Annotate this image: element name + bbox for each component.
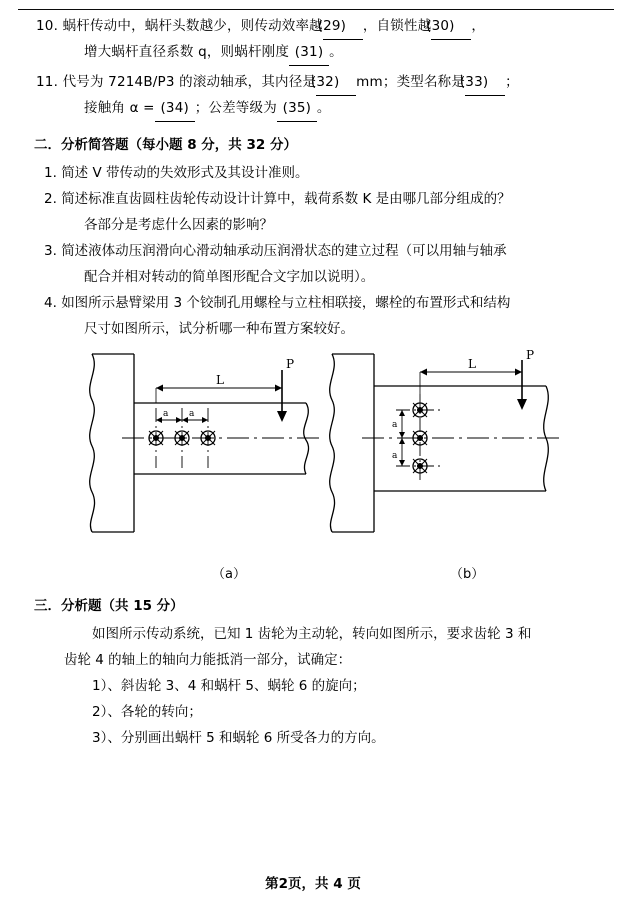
item-1-number: 1. <box>44 165 57 181</box>
question-11-text-e: ；公差等级为 <box>194 100 277 116</box>
question-11-text-c: ； <box>505 74 519 90</box>
item-4-line-2: 尺寸如图所示，试分析哪一种布置方案较好。 <box>84 321 354 337</box>
label-a-right-2: a <box>392 451 398 461</box>
question-10-text-e: 。 <box>329 44 343 60</box>
figure-caption-a: （a） <box>212 567 246 582</box>
item-4-line-1 <box>30 290 596 316</box>
item-2-text-1: 简述标准直齿圆柱齿轮传动设计计算中，载荷系数 K 是由哪几部分组成的？ <box>61 191 511 207</box>
section-3-paragraph-line-1: 如图所示传动系统，已知 1 齿轮为主动轮，转向如图所示，要求齿轮 3 和 <box>92 626 532 642</box>
question-11-text-d: 接触角 α = <box>84 100 155 116</box>
question-11-text-f: 。 <box>316 100 331 116</box>
question-10-line-1 <box>30 14 596 40</box>
section-2-heading: 二．分析简答题（每小题 8 分，共 32 分） <box>34 137 297 153</box>
question-10-line-2 <box>30 40 596 66</box>
blank-34: (34) <box>155 96 195 122</box>
question-10 <box>30 14 596 66</box>
blank-32: (32) <box>316 70 356 96</box>
item-3-line-2: 配合并相对转动的简单图形配合文字加以说明）。 <box>84 269 375 285</box>
question-10-text-d: 增大蜗杆直径系数 q，则蜗杆刚度 <box>84 44 290 60</box>
section-3-paragraph-line-2: 齿轮 4 的轴上的轴向力能抵消一部分，试确定： <box>64 652 352 668</box>
item-4-text-1: 如图所示悬臂梁用 3 个铰制孔用螺栓与立柱相联接，螺栓的布置形式和结构 <box>61 295 511 311</box>
label-P-left: P <box>286 357 295 371</box>
item-4-number: 4. <box>44 295 57 311</box>
blank-33: (33) <box>465 70 505 96</box>
figure-caption-b: （b） <box>450 567 485 582</box>
section-3-heading: 三．分析题（共 15 分） <box>34 598 184 614</box>
question-10-number: 10. <box>36 18 59 34</box>
section-3-item-2: 2）、各轮的转向； <box>92 704 202 720</box>
page-footer: 第2页，共 4 页 <box>265 876 361 892</box>
item-1-text: 简述 V 带传动的失效形式及其设计准则。 <box>61 165 309 181</box>
item-1-line-1 <box>30 160 596 186</box>
item-2-number: 2. <box>44 191 57 207</box>
blank-35: (35) <box>277 96 317 122</box>
question-11-number: 11. <box>36 74 59 90</box>
item-3-text-1: 简述液体动压润滑向心滑动轴承动压润滑状态的建立过程（可以用轴与轴承 <box>61 243 507 259</box>
question-11-text-a: 代号为 7214B/P3 的滚动轴承，其内径是 <box>62 74 317 90</box>
label-L-left: L <box>216 373 224 387</box>
label-a-left-1: a <box>163 409 169 419</box>
question-11-line-2 <box>30 96 596 122</box>
section-2-item-4 <box>30 290 596 342</box>
question-11 <box>30 70 596 122</box>
item-2-line-1 <box>30 186 596 212</box>
section-2-item-3 <box>30 238 596 290</box>
page-top-rule <box>18 9 614 10</box>
label-P-right: P <box>526 348 535 362</box>
label-a-left-2: a <box>189 409 195 419</box>
question-10-text-a: 蜗杆传动中，蜗杆头数越少，则传动效率越 <box>62 18 323 34</box>
label-a-right-1: a <box>392 420 398 430</box>
blank-29: (29) <box>323 14 363 40</box>
section-3-item-1: 1）、斜齿轮 3、4 和蜗杆 5、蜗轮 6 的旋向； <box>92 678 366 694</box>
figure-captions <box>30 563 596 583</box>
section-2-item-1 <box>30 160 596 186</box>
label-L-right: L <box>468 357 476 371</box>
question-11-text-b: mm；类型名称是 <box>356 74 466 90</box>
figure-svg <box>30 348 596 563</box>
section-3-item-3: 3）、分别画出蜗杆 5 和蜗轮 6 所受各力的方向。 <box>92 730 385 746</box>
question-10-text-c: ， <box>471 18 486 34</box>
item-2-line-2: 各部分是考虑什么因素的影响？ <box>84 217 273 233</box>
bracket-bolt-figure <box>30 348 596 563</box>
item-3-line-1 <box>30 238 596 264</box>
question-11-line-1 <box>30 70 596 96</box>
question-10-text-b: ，自锁性越 <box>362 18 432 34</box>
blank-31: (31) <box>289 40 329 66</box>
blank-30: (30) <box>431 14 471 40</box>
item-3-number: 3. <box>44 243 57 259</box>
section-2-item-2 <box>30 186 596 238</box>
